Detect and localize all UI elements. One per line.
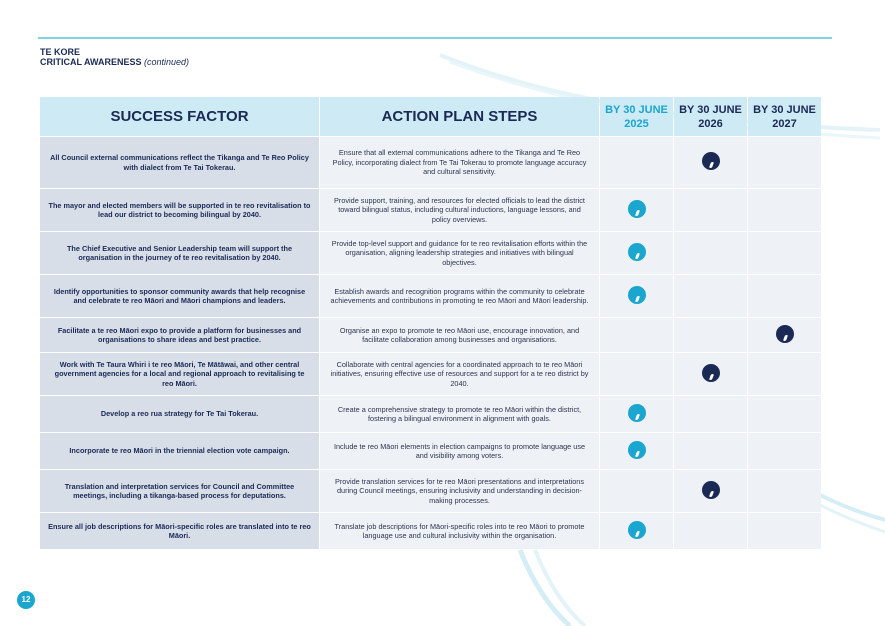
success-factor-cell: The mayor and elected members will be supported in te reo revitalisation to lead our district to becoming bilingual by 2040. [40,189,319,231]
timeline-cell [600,433,673,469]
timeline-cell [748,232,821,274]
column-header-4: BY 30 JUNE 2027 [748,97,821,136]
table-row [40,470,821,512]
timeline-cell [674,137,747,188]
timeline-cell [600,137,673,188]
action-plan-table [39,96,822,550]
table-row [40,433,821,469]
timeline-cell [748,189,821,231]
timeline-cell [674,275,747,317]
speech-bubble-marker-icon [628,441,646,459]
timeline-cell [748,318,821,352]
timeline-cell [674,232,747,274]
timeline-cell [600,232,673,274]
table-row [40,137,821,188]
timeline-cell [600,189,673,231]
timeline-cell [748,513,821,549]
table-row [40,513,821,549]
action-step-cell: Ensure that all external communications adhere to the Tikanga and Te Reo Policy, incorporating dialect from Te Tai Tokerau to promote language accuracy and cultural sensitivity. [320,137,599,188]
action-step-cell: Provide support, training, and resources for elected officials to lead the district toward bilingual status, including cultural inductions, language lessons, and policy overviews. [320,189,599,231]
success-factor-cell: Identify opportunities to sponsor community awards that help recognise and celebrate te reo Māori and Māori champions and leaders. [40,275,319,317]
timeline-cell [600,470,673,512]
action-step-cell: Provide translation services for te reo Māori presentations and interpretations during Council meetings, ensuring inclusivity and understanding in decision-making processes. [320,470,599,512]
action-step-cell: Organise an expo to promote te reo Māori use, encourage innovation, and facilitate collaboration among businesses and organisations. [320,318,599,352]
speech-bubble-marker-icon [628,404,646,422]
section-title: TE KORE [40,47,81,57]
success-factor-cell: Facilitate a te reo Māori expo to provide a platform for businesses and organisations to share ideas and best practice. [40,318,319,352]
action-step-cell: Create a comprehensive strategy to promote te reo Māori within the district, fostering a bilingual environment in alignment with goals. [320,396,599,432]
timeline-cell [674,189,747,231]
success-factor-cell: Develop a reo rua strategy for Te Tai Tokerau. [40,396,319,432]
action-step-cell: Translate job descriptions for Māori-specific roles into te reo Māori to promote language use and cultural inclusivity within the organisation. [320,513,599,549]
action-step-cell: Include te reo Māori elements in election campaigns to promote language use and visibility among voters. [320,433,599,469]
timeline-cell [748,433,821,469]
section-subtitle [40,57,189,67]
header-rule [38,37,832,39]
speech-bubble-marker-icon [702,152,720,170]
column-header-3: BY 30 JUNE 2026 [674,97,747,136]
timeline-cell [748,275,821,317]
speech-bubble-marker-icon [628,521,646,539]
timeline-cell [674,396,747,432]
speech-bubble-marker-icon [628,200,646,218]
success-factor-cell: The Chief Executive and Senior Leadership team will support the organisation in the journey of te reo revitalisation by 2040. [40,232,319,274]
timeline-cell [748,470,821,512]
table-header-row [40,97,821,136]
table-row [40,396,821,432]
timeline-cell [674,318,747,352]
action-step-cell: Establish awards and recognition programs within the community to celebrate achievements and contributions in promoting te reo Māori and Māori leadership. [320,275,599,317]
timeline-cell [600,318,673,352]
success-factor-cell: Incorporate te reo Māori in the triennial election vote campaign. [40,433,319,469]
table-row [40,232,821,274]
section-subtitle-text: CRITICAL AWARENESS [40,57,142,67]
timeline-cell [748,396,821,432]
speech-bubble-marker-icon [702,481,720,499]
success-factor-cell: Translation and interpretation services for Council and Committee meetings, including a tikanga-based process for deputations. [40,470,319,512]
timeline-cell [748,137,821,188]
column-header-1: ACTION PLAN STEPS [320,97,599,136]
timeline-cell [748,353,821,395]
table-row [40,275,821,317]
success-factor-cell: All Council external communications reflect the Tikanga and Te Reo Policy with dialect from Te Tai Tokerau. [40,137,319,188]
table-body [40,137,821,549]
success-factor-cell: Work with Te Taura Whiri i te reo Māori, Te Mātāwai, and other central government agencies for a local and regional approach to revitalising te reo Māori. [40,353,319,395]
timeline-cell [674,353,747,395]
action-step-cell: Collaborate with central agencies for a coordinated approach to te reo Māori initiatives, ensuring effective use of resources and support for a te reo district by 2040. [320,353,599,395]
speech-bubble-marker-icon [702,364,720,382]
timeline-cell [674,433,747,469]
table-row [40,189,821,231]
column-header-2: BY 30 JUNE 2025 [600,97,673,136]
timeline-cell [600,513,673,549]
timeline-cell [600,396,673,432]
success-factor-cell: Ensure all job descriptions for Māori-specific roles are translated into te reo Māori. [40,513,319,549]
speech-bubble-marker-icon [628,286,646,304]
column-header-0: SUCCESS FACTOR [40,97,319,136]
timeline-cell [600,353,673,395]
speech-bubble-marker-icon [776,325,794,343]
speech-bubble-marker-icon [628,243,646,261]
timeline-cell [600,275,673,317]
timeline-cell [674,513,747,549]
action-step-cell: Provide top-level support and guidance for te reo revitalisation efforts within the organisation, aligning leadership strategies and initiatives with bilingual objectives. [320,232,599,274]
timeline-cell [674,470,747,512]
table-row [40,318,821,352]
page-number-badge: 12 [17,591,35,609]
section-subtitle-note: (continued) [144,57,190,67]
table-row [40,353,821,395]
